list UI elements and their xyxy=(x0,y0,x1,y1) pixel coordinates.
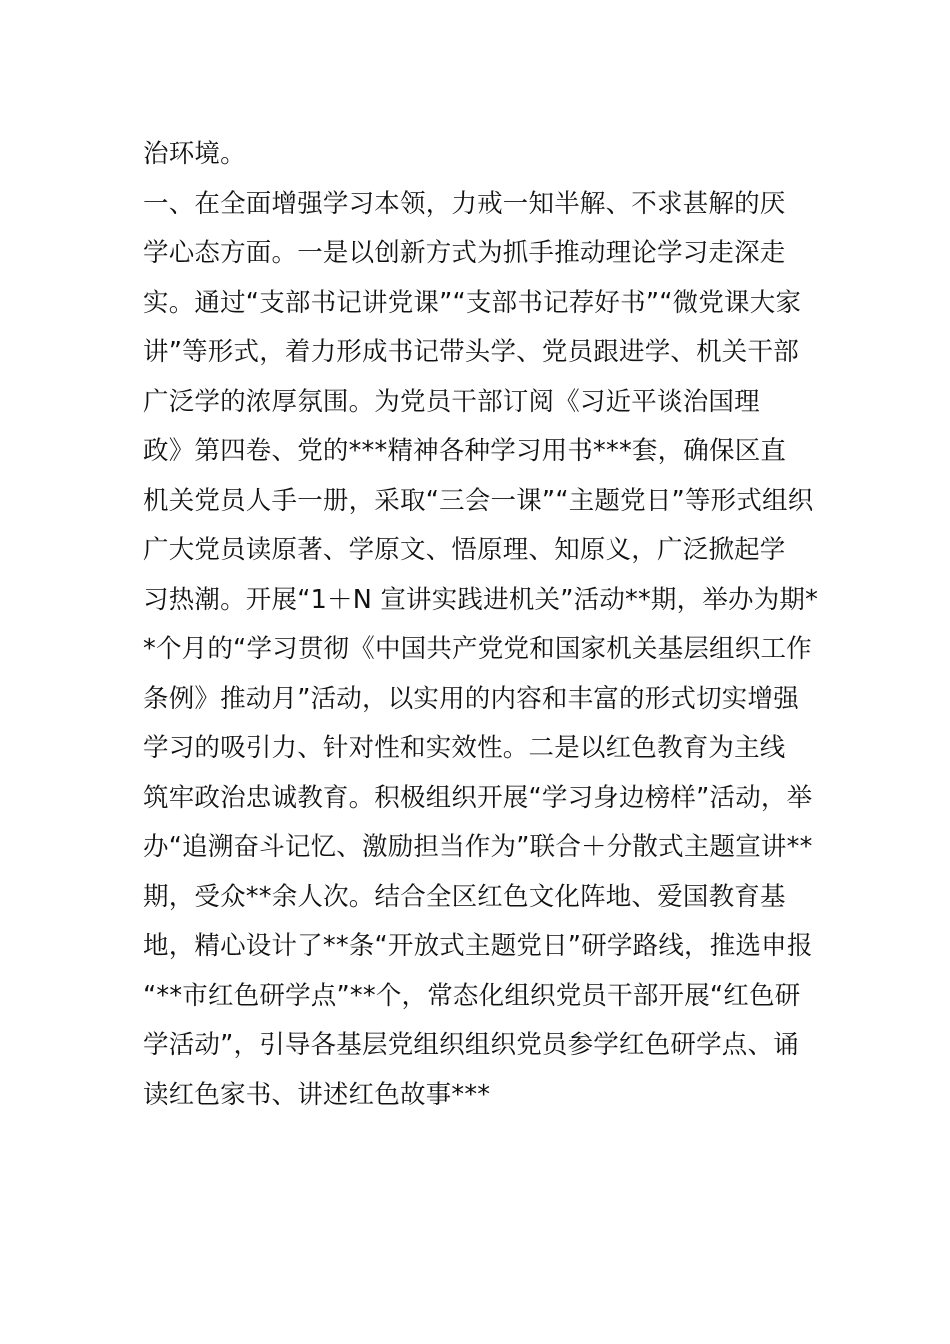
text-line: 习热潮。开展“1＋N 宣讲实践进机关”活动**期，举办为期* xyxy=(143,584,819,615)
text-line: 讲”等形式，着力形成书记带头学、党员跟进学、机关干部 xyxy=(143,337,799,367)
text-line: 治环境。 xyxy=(143,139,246,169)
text-line: 读红色家书、讲述红色故事*** xyxy=(143,1079,491,1110)
text-line: 广大党员读原著、学原文、悟原理、知原义，广泛掀起学 xyxy=(143,535,786,565)
text-line: 办“追溯奋斗记忆、激励担当作为”联合＋分散式主题宣讲** xyxy=(143,832,813,862)
text-line: 学心态方面。一是以创新方式为抓手推动理论学习走深走 xyxy=(143,238,786,268)
body-text xyxy=(143,130,823,1120)
text-line: 政》第四卷、党的***精神各种学习用书***套，确保区直 xyxy=(143,436,787,466)
text-line: 学活动”，引导各基层党组织组织党员参学红色研学点、诵 xyxy=(143,1030,799,1060)
text-line: 一、在全面增强学习本领，力戒一知半解、不求甚解的厌 xyxy=(143,188,786,219)
text-line: 机关党员人手一册，采取“三会一课”“主题党日”等形式组织 xyxy=(143,485,814,516)
text-line: *个月的“学习贯彻《中国共产党党和国家机关基层组织工作 xyxy=(143,634,812,664)
text-line: 期，受众**余人次。结合全区红色文化阵地、爱国教育基 xyxy=(143,881,786,912)
text-line: 实。通过“支部书记讲党课”“支部书记荐好书”“微党课大家 xyxy=(143,287,802,318)
text-line: 筑牢政治忠诚教育。积极组织开展“学习身边榜样”活动，举 xyxy=(143,782,813,813)
text-line: 广泛学的浓厚氛围。为党员干部订阅《习近平谈治国理 xyxy=(143,386,760,417)
text-line: 地，精心设计了**条“开放式主题党日”研学路线，推选申报 xyxy=(143,931,813,961)
text-line: 条例》推动月”活动，以实用的内容和丰富的形式切实增强 xyxy=(143,683,799,714)
text-line: 学习的吸引力、针对性和实效性。二是以红色教育为主线 xyxy=(143,733,786,763)
text-line: “**市红色研学点”**个，常态化组织党员干部开展“红色研 xyxy=(143,980,801,1011)
